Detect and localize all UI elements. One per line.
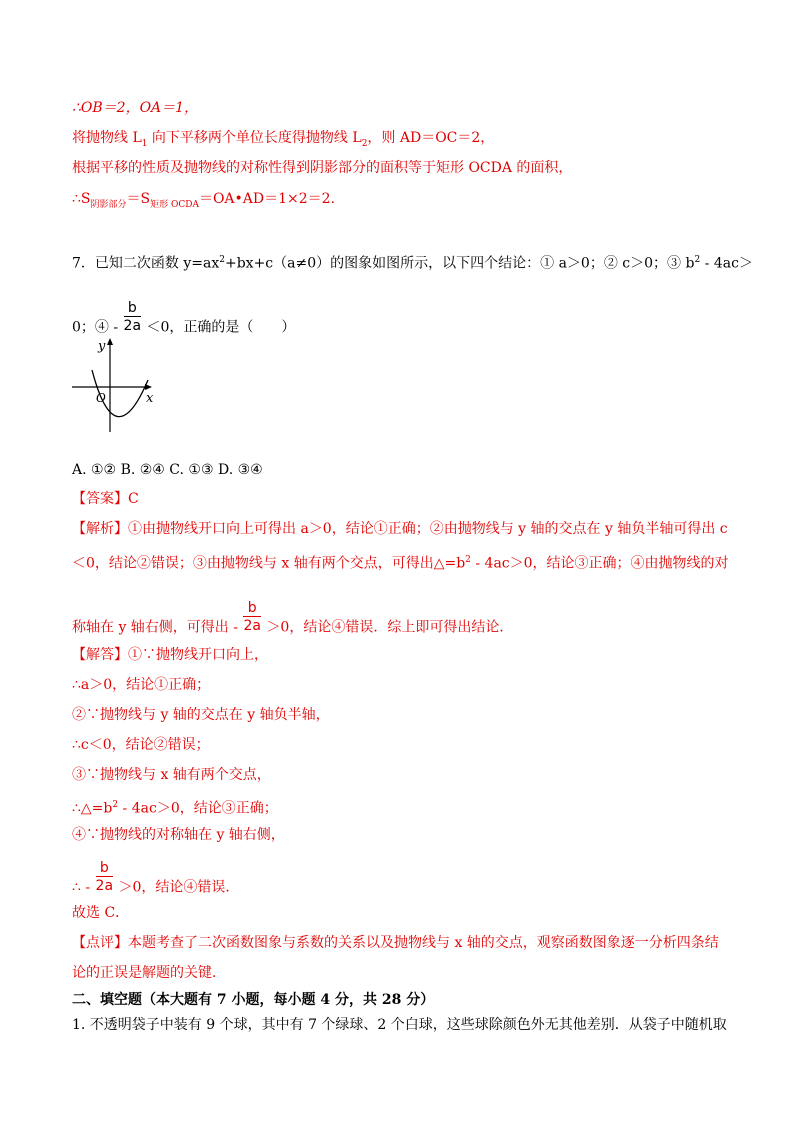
fraction-b-over-2a: $\frac{b}{2a}$: [243, 600, 261, 634]
solve-line-5: ③∵抛物线与 x 轴有两个交点，: [72, 767, 271, 783]
section-2-heading: 二、填空题（本大题有 7 小题，每小题 4 分，共 28 分）: [72, 992, 435, 1008]
question-7-stem-2: 0；④ - $\frac{b}{2a}$ ＜0，正确的是（ ）: [72, 300, 296, 336]
solve-line-6: $\therefore\triangle=b^2 - 4ac>0$，结论③正确；: [72, 800, 278, 817]
y-axis-label: y: [98, 339, 106, 354]
parabola-graph: [72, 336, 162, 432]
analysis-line-1: 【解析】①由抛物线开口向上可得出 a＞0，结论①正确；②由抛物线与 y 轴的交点在 y 轴负半轴可得出 c: [72, 521, 728, 537]
analysis-line-2: ＜0，结论②错误；③由抛物线与 x 轴有两个交点，可得出$\triangle=b^2 - 4ac>0$，结论③正确；④由抛物线的对: [72, 555, 729, 572]
solve-line-1: 【解答】①∵抛物线开口向上，: [72, 647, 268, 663]
fraction-b-over-2a: $\frac{b}{2a}$: [123, 300, 142, 334]
prev-solution-line-4: $\therefore S_{阴影部分}=S_{矩形 OCDA}=OA•AD=1\times 2=2$．: [72, 191, 345, 210]
analysis-line-3: 称轴在 y 轴右侧，可得出 - $\frac{b}{2a}$ ＞0，结论④错误．综上即可得出结论．: [72, 600, 514, 636]
solve-line-4: ∴c＜0，结论②错误；: [72, 737, 210, 753]
y-axis-arrow-icon: [107, 338, 113, 345]
answer-label: 【答案】C: [72, 491, 139, 507]
origin-label: O: [96, 391, 106, 405]
question-7-stem: 7．已知二次函数 $y=ax^2+bx+c(a\ne 0)$的图象如图所示，以下四个结论：① a＞0；② c＞0；③ $b^2 - 4ac>$: [72, 255, 753, 272]
solve-line-8: ∴ - $\frac{b}{2a}$ ＞0，结论④错误．: [72, 860, 240, 896]
comment-line-2: 论的正误是解题的关键．: [72, 965, 226, 981]
prev-solution-line-1: ∴OB＝2，OA＝1，: [72, 100, 199, 116]
x-axis-label: x: [146, 391, 154, 406]
fraction-b-over-2a: $\frac{b}{2a}$: [95, 860, 114, 894]
prev-solution-line-2: 将抛物线 $L_1$ 向下平移两个单位长度得抛物线 $L_2$，则 AD＝OC＝2，: [72, 130, 495, 149]
question-7-options: A. ①② B. ②④ C. ①③ D. ③④: [72, 462, 263, 478]
prev-solution-line-3: 根据平移的性质及抛物线的对称性得到阴影部分的面积等于矩形 OCDA 的面积，: [72, 160, 573, 176]
comment-line-1: 【点评】本题考查了二次函数图象与系数的关系以及抛物线与 x 轴的交点，观察函数图象逐一分析四条结: [72, 935, 719, 951]
section-2-question-1: 1. 不透明袋子中装有 9 个球，其中有 7 个绿球、2 个白球，这些球除颜色外无其他差别．从袋子中随机取: [72, 1017, 727, 1033]
solve-line-2: ∴a＞0，结论①正确；: [72, 677, 211, 693]
solve-line-7: ④∵抛物线的对称轴在 y 轴右侧，: [72, 827, 285, 843]
solve-line-9: 故选 C．: [72, 905, 130, 921]
solve-line-3: ②∵抛物线与 y 轴的交点在 y 轴负半轴，: [72, 707, 330, 723]
